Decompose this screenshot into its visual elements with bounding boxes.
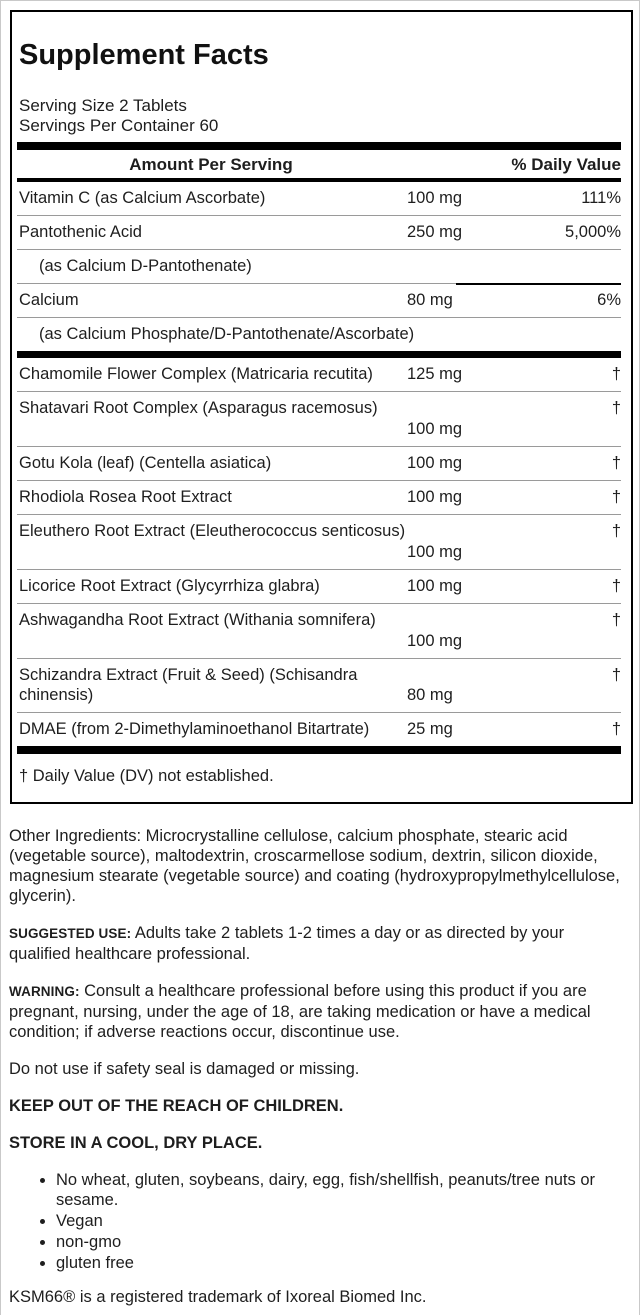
dv-dagger: †: [611, 365, 621, 383]
ingredient-name: Chamomile Flower Complex (Matricaria recutita): [19, 365, 373, 383]
panel-title: Supplement Facts: [19, 39, 269, 71]
ingredient-amount: 125 mg: [407, 365, 463, 383]
serving-size: Serving Size 2 Tablets: [19, 96, 187, 115]
dv-dagger: †: [611, 666, 621, 684]
ingredient-name: Shatavari Root Complex (Asparagus racemosus): [19, 399, 378, 417]
details-section: [9, 826, 627, 1307]
suggested-use-label: SUGGESTED USE:: [9, 926, 132, 941]
table-row: [17, 713, 621, 746]
table-row: [17, 481, 621, 515]
table-row: [17, 604, 621, 659]
table-row: [17, 284, 621, 318]
ingredient-name: Licorice Root Extract (Glycyrrhiza glabra): [19, 577, 320, 595]
ingredient-name: DMAE (from 2-Dimethylaminoethanol Bitartrate): [19, 720, 370, 738]
ingredient-dv: 111%: [581, 189, 621, 207]
dv-dagger: †: [611, 454, 621, 472]
ingredient-name: (as Calcium Phosphate/D-Pantothenate/Ascorbate): [39, 325, 415, 343]
warning: [9, 981, 627, 1042]
ingredient-amount: 100 mg: [407, 189, 463, 207]
ingredient-amount: 80 mg: [407, 291, 453, 309]
dv-dagger: †: [611, 522, 621, 540]
free-from-item: • gluten free: [56, 1253, 627, 1273]
servings-per-container: Servings Per Container 60: [19, 116, 219, 135]
dv-footnote: † Daily Value (DV) not established.: [19, 767, 274, 785]
table-row: [17, 447, 621, 481]
trademark-notice: KSM66® is a registered trademark of Ixoreal Biomed Inc.: [9, 1288, 427, 1306]
free-from-item: • non-gmo: [56, 1232, 627, 1252]
ingredient-name: Rhodiola Rosea Root Extract: [19, 488, 232, 506]
dv-dagger: †: [611, 577, 621, 595]
table-row: [17, 250, 621, 284]
dv-dagger: †: [611, 611, 621, 629]
ingredient-name: Pantothenic Acid: [19, 223, 142, 241]
table-row: [17, 392, 621, 447]
thick-divider-top: [17, 142, 621, 150]
ingredient-amount: 80 mg: [407, 686, 453, 704]
ingredient-amount: 25 mg: [407, 720, 453, 738]
table-row: [17, 358, 621, 392]
ingredient-amount: 100 mg: [407, 632, 463, 650]
storage-notice: STORE IN A COOL, DRY PLACE.: [9, 1134, 263, 1152]
table-header-row: [17, 150, 621, 178]
serving-info: [19, 96, 621, 136]
ingredient-name: Schizandra Extract (Fruit & Seed) (Schisandra chinensis): [19, 666, 358, 704]
ingredient-amount: 100 mg: [407, 454, 463, 472]
supplement-facts-panel: [10, 10, 633, 804]
ingredient-amount: 250 mg: [407, 223, 463, 241]
dv-dagger: †: [611, 488, 621, 506]
table-row: [17, 216, 621, 250]
free-from-list: [9, 1170, 627, 1273]
ingredient-name: Gotu Kola (leaf) (Centella asiatica): [19, 454, 272, 472]
suggested-use-text: Adults take 2 tablets 1-2 times a day or as directed by your qualified healthcare professional.: [9, 924, 565, 963]
warning-text: Consult a healthcare professional before using this product if you are pregnant, nursing, under the age of 18, are taking medication or have a medical condition; if adverse reactions occur, discontinue use.: [9, 982, 591, 1041]
ingredient-name: Calcium: [19, 291, 79, 309]
ingredient-name: Eleuthero Root Extract (Eleutherococcus senticosus): [19, 522, 406, 540]
ingredient-amount: 100 mg: [407, 577, 463, 595]
table-row: [17, 318, 621, 351]
other-ingredients: Other Ingredients: Microcrystalline cellulose, calcium phosphate, stearic acid (vegetable source), maltodextrin, croscarmellose sodium, dextrin, silicon dioxide, magnesium stearate (vegetable source) and coating (hydroxypropylmethylcellulose, glycerin).: [9, 827, 620, 905]
dv-dagger: †: [611, 399, 621, 417]
thick-divider: [17, 351, 621, 358]
table-row: [17, 182, 621, 216]
ingredient-name: Ashwagandha Root Extract (Withania somnifera): [19, 611, 376, 629]
safety-seal-notice: Do not use if safety seal is damaged or missing.: [9, 1060, 360, 1078]
warning-label: WARNING:: [9, 984, 80, 999]
free-from-item: • Vegan: [56, 1211, 627, 1231]
dv-dagger: †: [611, 720, 621, 738]
ingredient-amount: 100 mg: [407, 543, 463, 561]
keep-out-notice: KEEP OUT OF THE REACH OF CHILDREN.: [9, 1097, 344, 1115]
ingredient-amount: 100 mg: [407, 420, 463, 438]
ingredient-dv: 6%: [597, 291, 621, 309]
amount-per-serving-header: Amount Per Serving: [129, 155, 293, 174]
table-row: [17, 570, 621, 604]
ingredient-table: [17, 182, 621, 754]
ingredient-name: Vitamin C (as Calcium Ascorbate): [19, 189, 266, 207]
table-row: [17, 515, 621, 570]
ingredient-amount: 100 mg: [407, 488, 463, 506]
free-from-item: • No wheat, gluten, soybeans, dairy, egg, fish/shellfish, peanuts/tree nuts or sesame.: [56, 1170, 627, 1210]
ingredient-dv: 5,000%: [565, 223, 621, 241]
suggested-use: [9, 923, 627, 964]
daily-value-header: % Daily Value: [511, 155, 621, 174]
thick-divider: [17, 746, 621, 754]
ingredient-name: (as Calcium D-Pantothenate): [39, 257, 252, 275]
table-row: [17, 659, 621, 713]
